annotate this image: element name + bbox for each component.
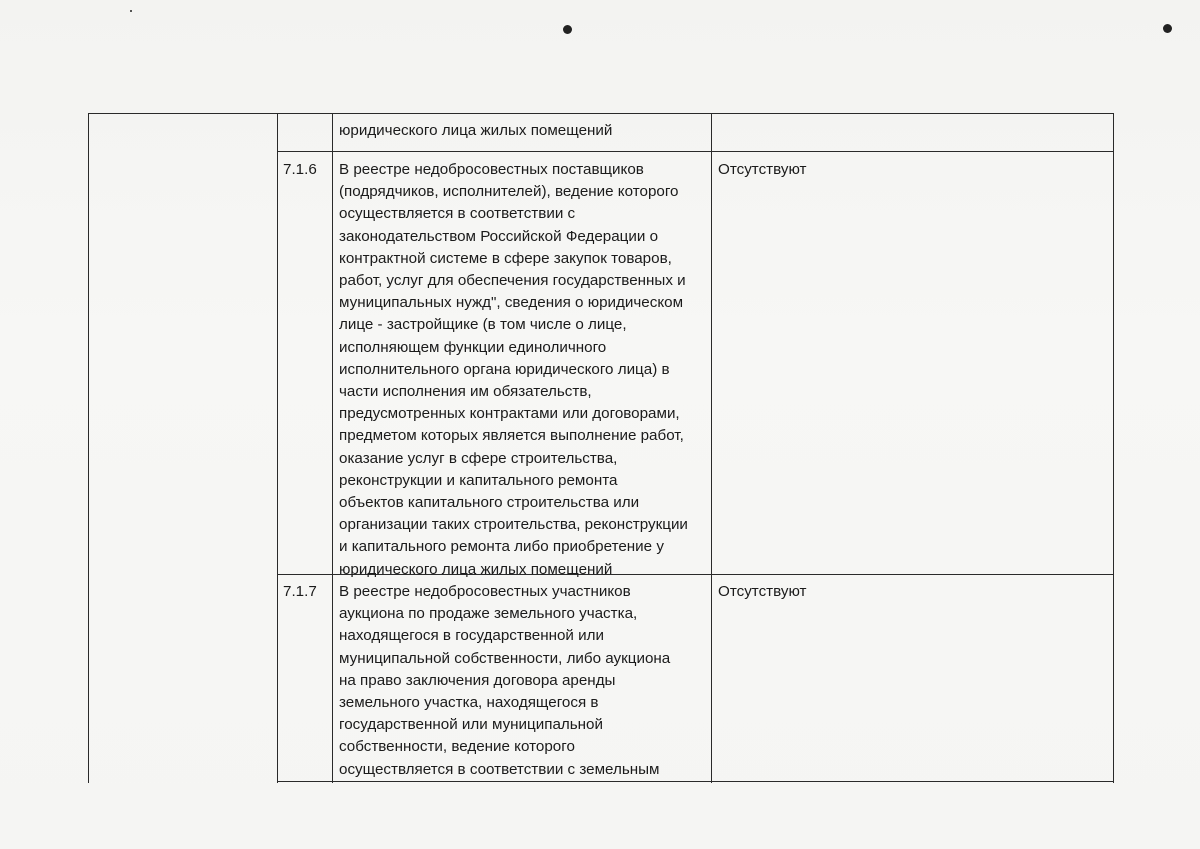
table-divider-col1 xyxy=(277,113,278,783)
table-border-left xyxy=(88,113,89,783)
row-description: В реестре недобросовестных поставщиков (подрядчиков, исполнителей), ведение которого осуществляется в соответствии с законодательством Российской Федерации о контрактной системе в сфере закупок товаров, работ, услуг для обеспечения государственных и муниципальных нужд", сведения о юридическом лице - застройщике (в том числе о лице, исполняющем функции единоличного исполнительного органа юридического лица) в части исполнения им обязательств, предусмотренных контрактами или договорами, предметом которых является выполнение работ, оказание услуг в сфере строительства, реконструкции и капитального ремонта объектов капитального строительства или организации таких строительства, реконструкции и капитального ремонта либо приобретение у юридического лица жилых помещений xyxy=(339,161,688,578)
row-number: 7.1.7 xyxy=(283,583,317,600)
scan-speck xyxy=(130,10,132,12)
row-separator xyxy=(277,781,1114,782)
scan-speck xyxy=(563,25,572,34)
table-border-right xyxy=(1113,113,1114,783)
row-number: 7.1.6 xyxy=(283,161,317,178)
row-separator xyxy=(277,151,1114,152)
row-description: В реестре недобросовестных участников аукциона по продаже земельного участка, находящегося в государственной или муниципальной собственности, либо аукциона на право заключения договора аренды земельного участка, находящегося в государственной или муниципальной собственности, ведение которого осуществляется в соответствии с земельным xyxy=(339,583,671,778)
table-divider-col2 xyxy=(332,113,333,783)
row-result: Отсутствуют xyxy=(718,161,807,178)
row-result: Отсутствуют xyxy=(718,583,807,600)
row-description: юридического лица жилых помещений xyxy=(339,122,613,139)
table-divider-col3 xyxy=(711,113,712,783)
scan-speck xyxy=(1163,24,1172,33)
table-border-top xyxy=(88,113,1114,114)
